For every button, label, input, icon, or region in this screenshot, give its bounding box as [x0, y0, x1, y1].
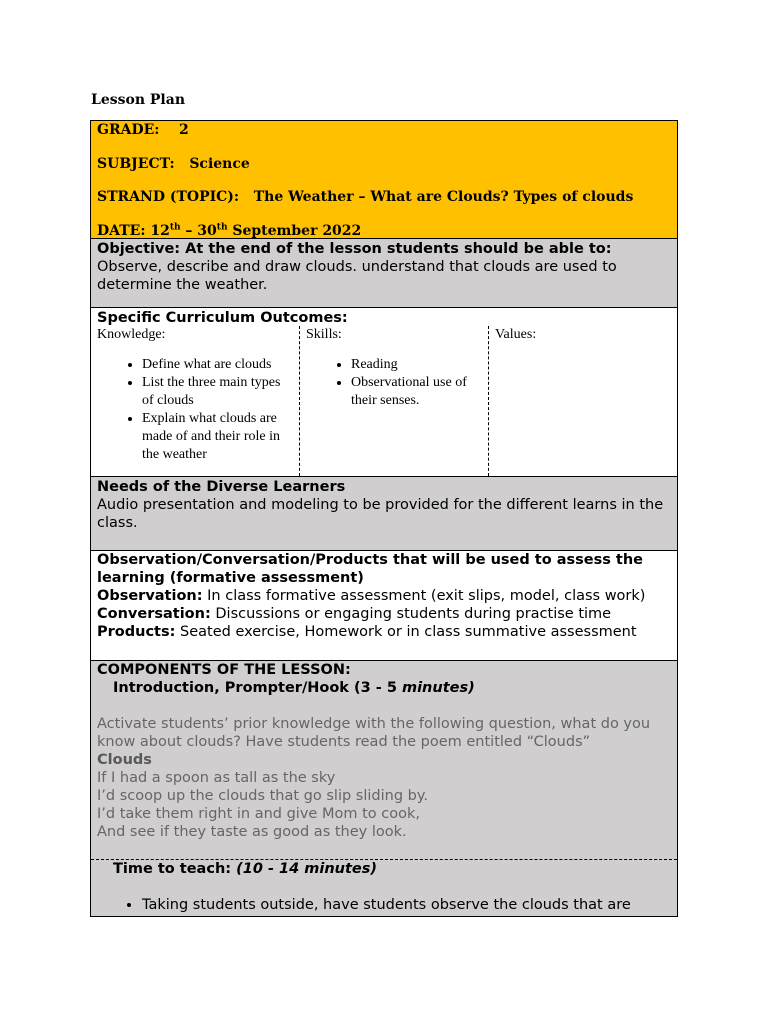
conversation-label: Conversation: [97, 606, 211, 622]
observation-text: In class formative assessment (exit slips, model, class work) [202, 588, 646, 604]
list-item: • Observational use of their senses. [351, 374, 482, 410]
skills-column [300, 326, 489, 476]
document-title: Lesson Plan [91, 92, 186, 108]
list-item: • Explain what clouds are made of and their role in the weather [142, 410, 293, 464]
date-start: DATE: 12 [97, 222, 170, 239]
knowledge-label: Knowledge: [97, 327, 166, 342]
grade-value: 2 [178, 122, 189, 138]
outcomes-title: Specific Curriculum Outcomes: [97, 310, 348, 326]
list-item: • Define what are clouds [142, 356, 293, 374]
date-mid: – 30 [180, 222, 217, 239]
knowledge-list [97, 356, 293, 464]
values-label: Values: [495, 327, 537, 342]
knowledge-column [91, 326, 300, 476]
lesson-plan-table [90, 120, 678, 917]
objective-title: Objective: At the end of the lesson students should be able to: [97, 241, 612, 257]
subject-value: Science [189, 155, 250, 172]
date-sup-start: th [169, 221, 181, 232]
outcomes-columns [91, 326, 677, 476]
products-label: Products: [97, 624, 176, 640]
needs-section [91, 477, 677, 551]
observation-line [97, 587, 671, 605]
poem-title: Clouds [97, 752, 152, 768]
poem-line: If I had a spoon as tall as the sky [97, 770, 336, 786]
skills-label: Skills: [306, 327, 342, 342]
products-line [97, 623, 671, 641]
list-item: • Reading [351, 356, 482, 374]
strand-value: The Weather – What are Clouds? Types of clouds [253, 189, 634, 205]
teach-heading [97, 860, 671, 878]
conversation-line [97, 605, 671, 623]
poem-line: I’d take them right in and give Mom to cook, [97, 806, 420, 822]
components-section [91, 661, 677, 860]
needs-text: Audio presentation and modeling to be provided for the different learns in the class. [97, 497, 664, 531]
teach-section [91, 860, 677, 916]
objective-section [91, 239, 677, 308]
intro-minutes: minutes) [401, 680, 475, 696]
activate-text: Activate students’ prior knowledge with the following question, what do you know about clouds? Have students read the poem entitled “Clouds” [97, 716, 651, 750]
date-end: September 2022 [227, 222, 362, 239]
date-sup-end: th [216, 221, 228, 232]
strand-label: STRAND (TOPIC): [97, 189, 240, 205]
list-item: • List the three main types of clouds [142, 374, 293, 410]
subject-label: SUBJECT: [97, 155, 175, 172]
intro-heading [97, 679, 671, 697]
needs-title: Needs of the Diverse Learners [97, 479, 346, 495]
skills-list [306, 356, 482, 410]
grade-line [97, 122, 671, 139]
conversation-text: Discussions or engaging students during practise time [210, 606, 612, 622]
objective-text: Observe, describe and draw clouds. understand that clouds are used to determine the weather. [97, 259, 617, 293]
observation-label: Observation: [97, 588, 203, 604]
outcomes-section [91, 308, 677, 477]
components-title: COMPONENTS OF THE LESSON: [97, 662, 351, 678]
teach-list [97, 896, 671, 914]
products-text: Seated exercise, Homework or in class summative assessment [175, 624, 637, 640]
subject-line [97, 156, 671, 173]
date-line [97, 223, 671, 240]
teach-label: Time to teach: [113, 861, 237, 877]
strand-line [97, 189, 671, 206]
list-item: • Taking students outside, have students observe the clouds that are [142, 896, 671, 914]
values-column [489, 326, 677, 476]
poem-line: I’d scoop up the clouds that go slip sliding by. [97, 788, 428, 804]
assessment-section [91, 551, 677, 661]
assessment-title: Observation/Conversation/Products that will be used to assess the learning (formative assessment) [97, 552, 644, 586]
grade-label: GRADE: [97, 122, 160, 138]
intro-label: Introduction, Prompter/Hook (3 - 5 [113, 680, 402, 696]
poem-line: And see if they taste as good as they look. [97, 824, 407, 840]
header-section [91, 121, 677, 239]
teach-minutes: (10 - 14 minutes) [236, 861, 378, 877]
